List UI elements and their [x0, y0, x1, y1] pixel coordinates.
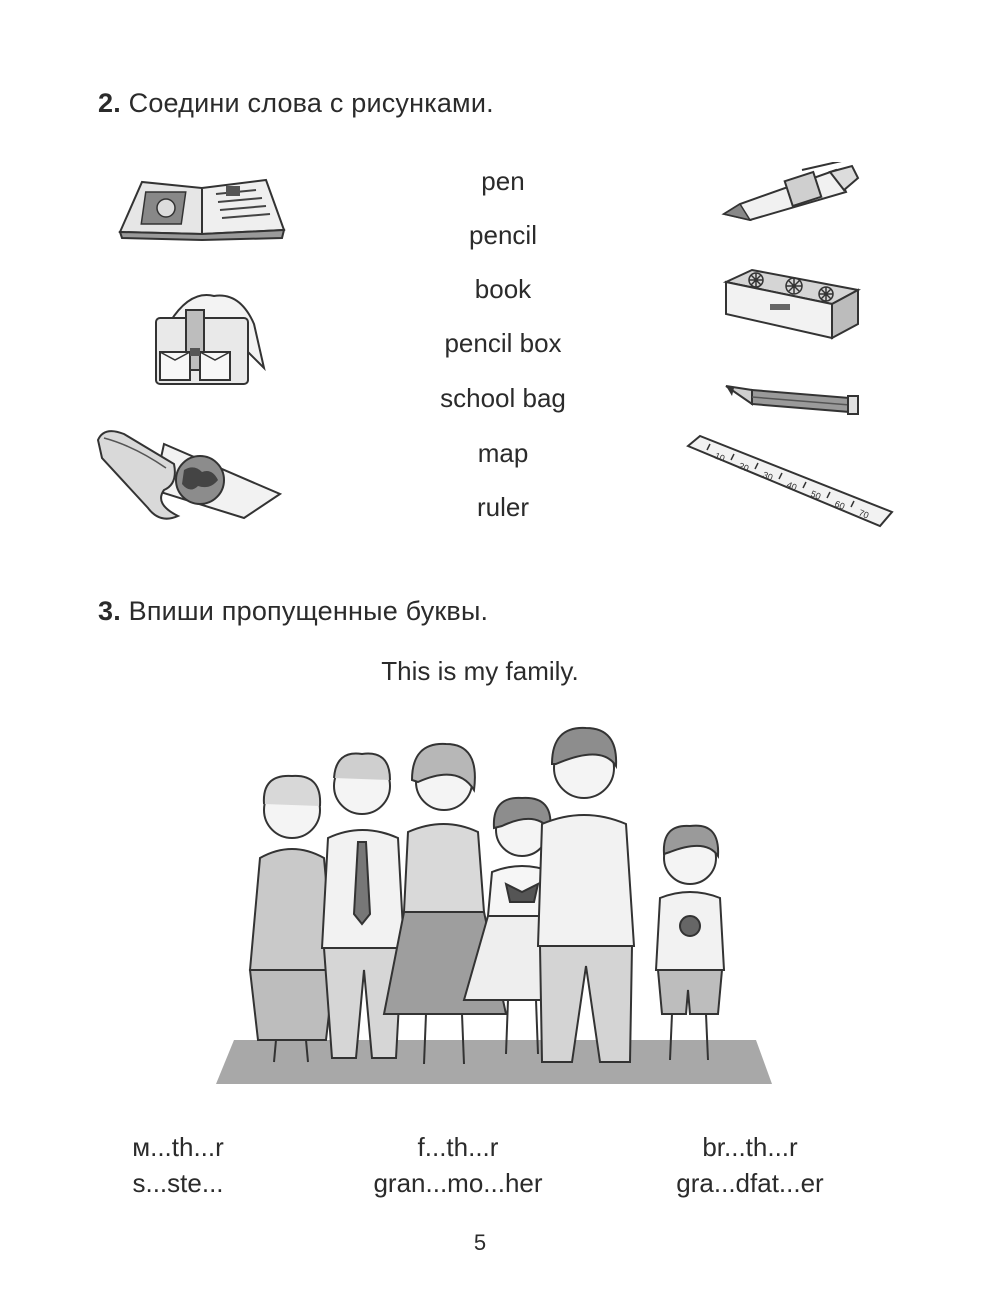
ruler-mark-30: 30: [761, 469, 775, 483]
task-3-number: 3.: [98, 596, 121, 626]
ruler-mark-70: 70: [857, 507, 871, 521]
gap-word-mother[interactable]: м...th...r: [132, 1132, 224, 1162]
family-title: This is my family.: [381, 656, 579, 686]
word-pen[interactable]: pen: [481, 166, 525, 196]
ruler-picture[interactable]: [680, 432, 896, 532]
task-3-instruction: Впиши пропущенные буквы.: [128, 596, 489, 626]
word-book[interactable]: book: [474, 274, 532, 304]
ruler-mark-20: 20: [737, 460, 751, 474]
word-school-bag[interactable]: school bag: [440, 383, 566, 413]
task-2-heading: [98, 88, 494, 119]
pen-picture[interactable]: [718, 162, 860, 224]
word-map[interactable]: map: [477, 438, 529, 468]
word-pencil-box[interactable]: pencil box: [444, 328, 562, 358]
ruler-mark-40: 40: [785, 479, 799, 493]
brother-figure: [656, 826, 724, 1060]
ruler-mark-60: 60: [833, 498, 847, 512]
task-3-heading: [98, 596, 488, 627]
pencil-box-picture[interactable]: [722, 268, 862, 342]
father-figure: [538, 728, 634, 1062]
word-ruler[interactable]: ruler: [476, 492, 529, 522]
school-bag-picture[interactable]: [150, 292, 274, 388]
grandmother-figure: [250, 776, 334, 1062]
gap-word-brother[interactable]: br...th...r: [702, 1132, 798, 1162]
ruler-mark-10: 10: [713, 450, 727, 464]
gap-word-sister[interactable]: s...ste...: [132, 1168, 224, 1198]
family-picture: [212, 720, 774, 1091]
gap-word-grandmother[interactable]: gran...mo...her: [373, 1168, 543, 1198]
gap-word-grandfather[interactable]: gra...dfat...er: [676, 1168, 824, 1198]
ruler-mark-50: 50: [809, 488, 823, 502]
page-number: 5: [473, 1230, 487, 1255]
task-2-instruction: Соедини слова с рисунками.: [128, 88, 494, 118]
map-picture[interactable]: [94, 424, 282, 524]
gap-word-father[interactable]: f...th...r: [417, 1132, 499, 1162]
word-pencil[interactable]: pencil: [469, 220, 537, 250]
task-2-number: 2.: [98, 88, 121, 118]
book-picture[interactable]: [116, 176, 288, 242]
pencil-picture[interactable]: [722, 378, 862, 418]
